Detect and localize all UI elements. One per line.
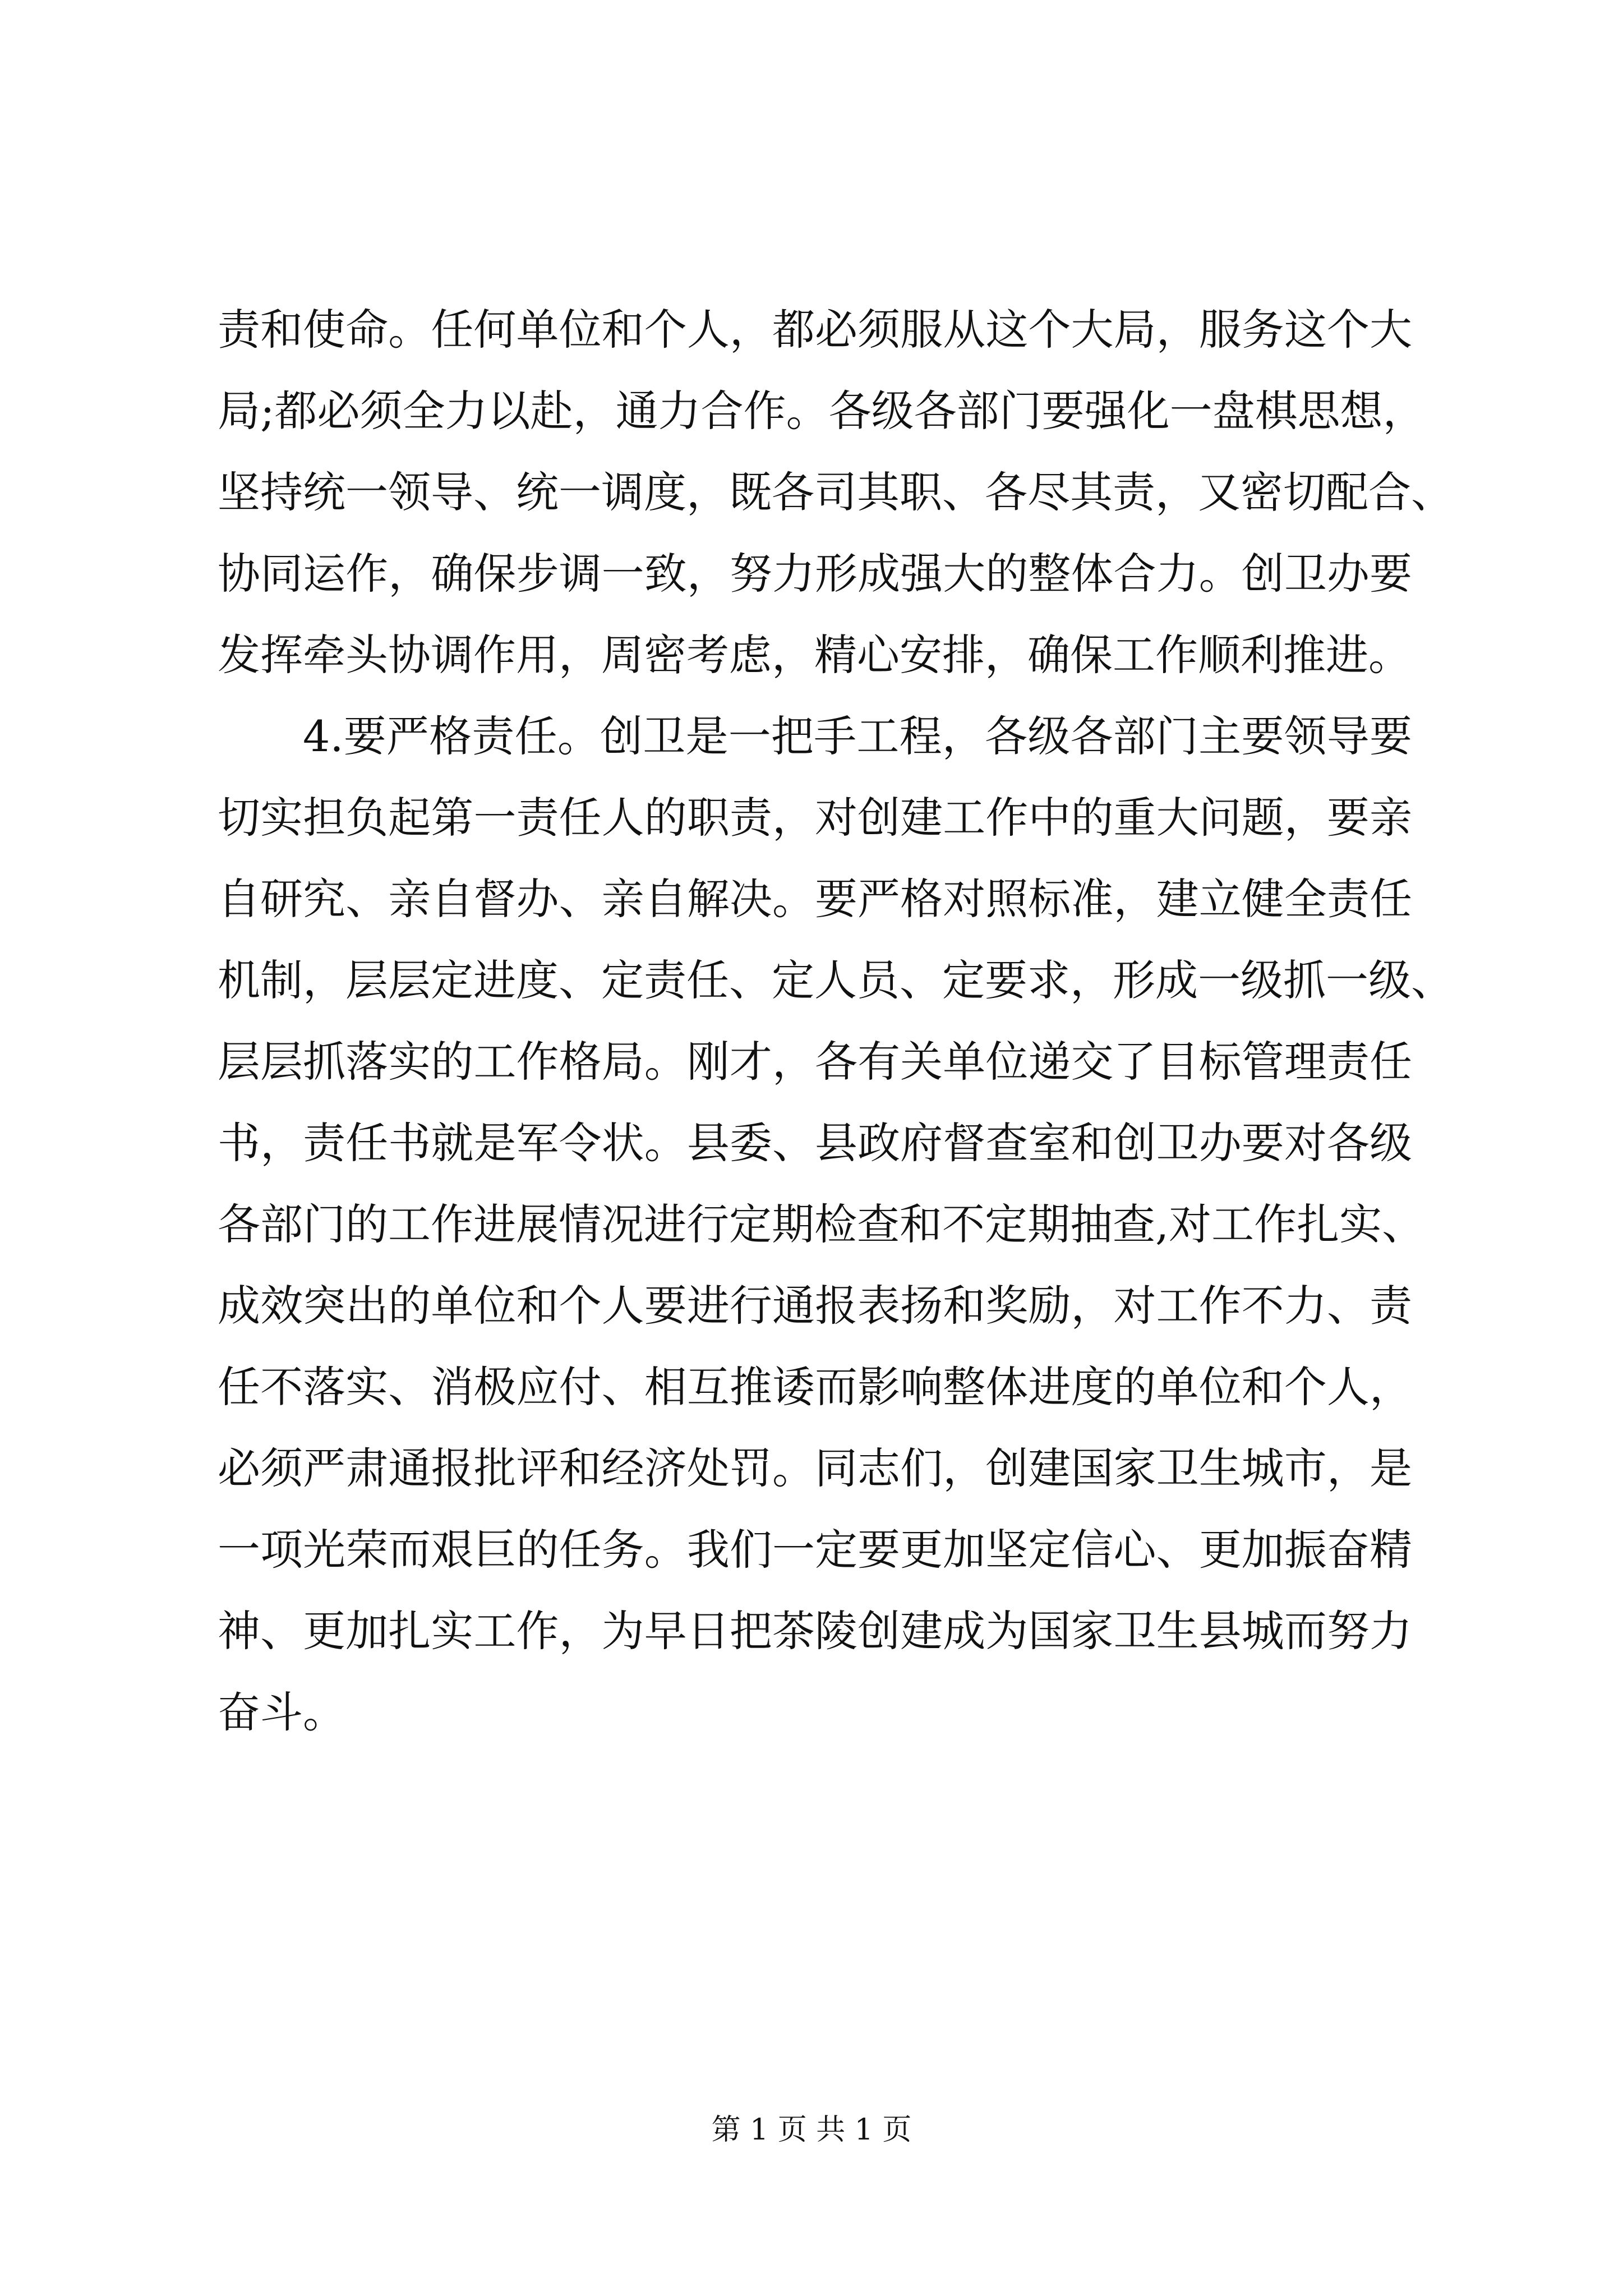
text-line: 自研究、亲自督办、亲自解决。要严格对照标准，建立健全责任 [218, 874, 1412, 924]
text-line: 层层抓落实的工作格局。刚才，各有关单位递交了目标管理责任 [218, 1037, 1412, 1087]
text-line: 局;都必须全力以赴，通力合作。各级各部门要强化一盘棋思想， [218, 386, 1426, 436]
text-line: 机制，层层定进度、定责任、定人员、定要求，形成一级抓一级、 [218, 955, 1454, 1005]
body-text [218, 289, 1454, 1753]
page-number-footer: 第 1 页 共 1 页 [711, 2113, 912, 2147]
text-line: 任不落实、消极应付、相互推诿而影响整体进度的单位和个人， [218, 1362, 1412, 1412]
text-line: 协同运作，确保步调一致，努力形成强大的整体合力。创卫办要 [218, 549, 1412, 599]
text-line: 坚持统一领导、统一调度，既各司其职、各尽其责，又密切配合、 [218, 467, 1454, 517]
text-line: 成效突出的单位和个人要进行通报表扬和奖励，对工作不力、责 [218, 1281, 1412, 1331]
text-line: 切实担负起第一责任人的职责，对创建工作中的重大问题，要亲 [218, 793, 1412, 843]
text-line: 书，责任书就是军令状。县委、县政府督查室和创卫办要对各级 [218, 1118, 1412, 1168]
text-line: 发挥牵头协调作用，周密考虑，精心安排，确保工作顺利推进。 [218, 630, 1411, 680]
text-line: 各部门的工作进展情况进行定期检查和不定期抽查,对工作扎实、 [218, 1199, 1425, 1249]
text-line: 神、更加扎实工作，为早日把茶陵创建成为国家卫生县城而努力 [218, 1606, 1412, 1656]
text-line: 责和使命。任何单位和个人，都必须服从这个大局，服务这个大 [218, 305, 1412, 355]
text-line: 必须严肃通报批评和经济处罚。同志们，创建国家卫生城市，是 [218, 1443, 1412, 1493]
text-line: 奋斗。 [218, 1687, 345, 1737]
text-line: 4.要严格责任。创卫是一把手工程，各级各部门主要领导要 [303, 711, 1412, 761]
text-line: 一项光荣而艰巨的任务。我们一定要更加坚定信心、更加振奋精 [218, 1525, 1412, 1575]
